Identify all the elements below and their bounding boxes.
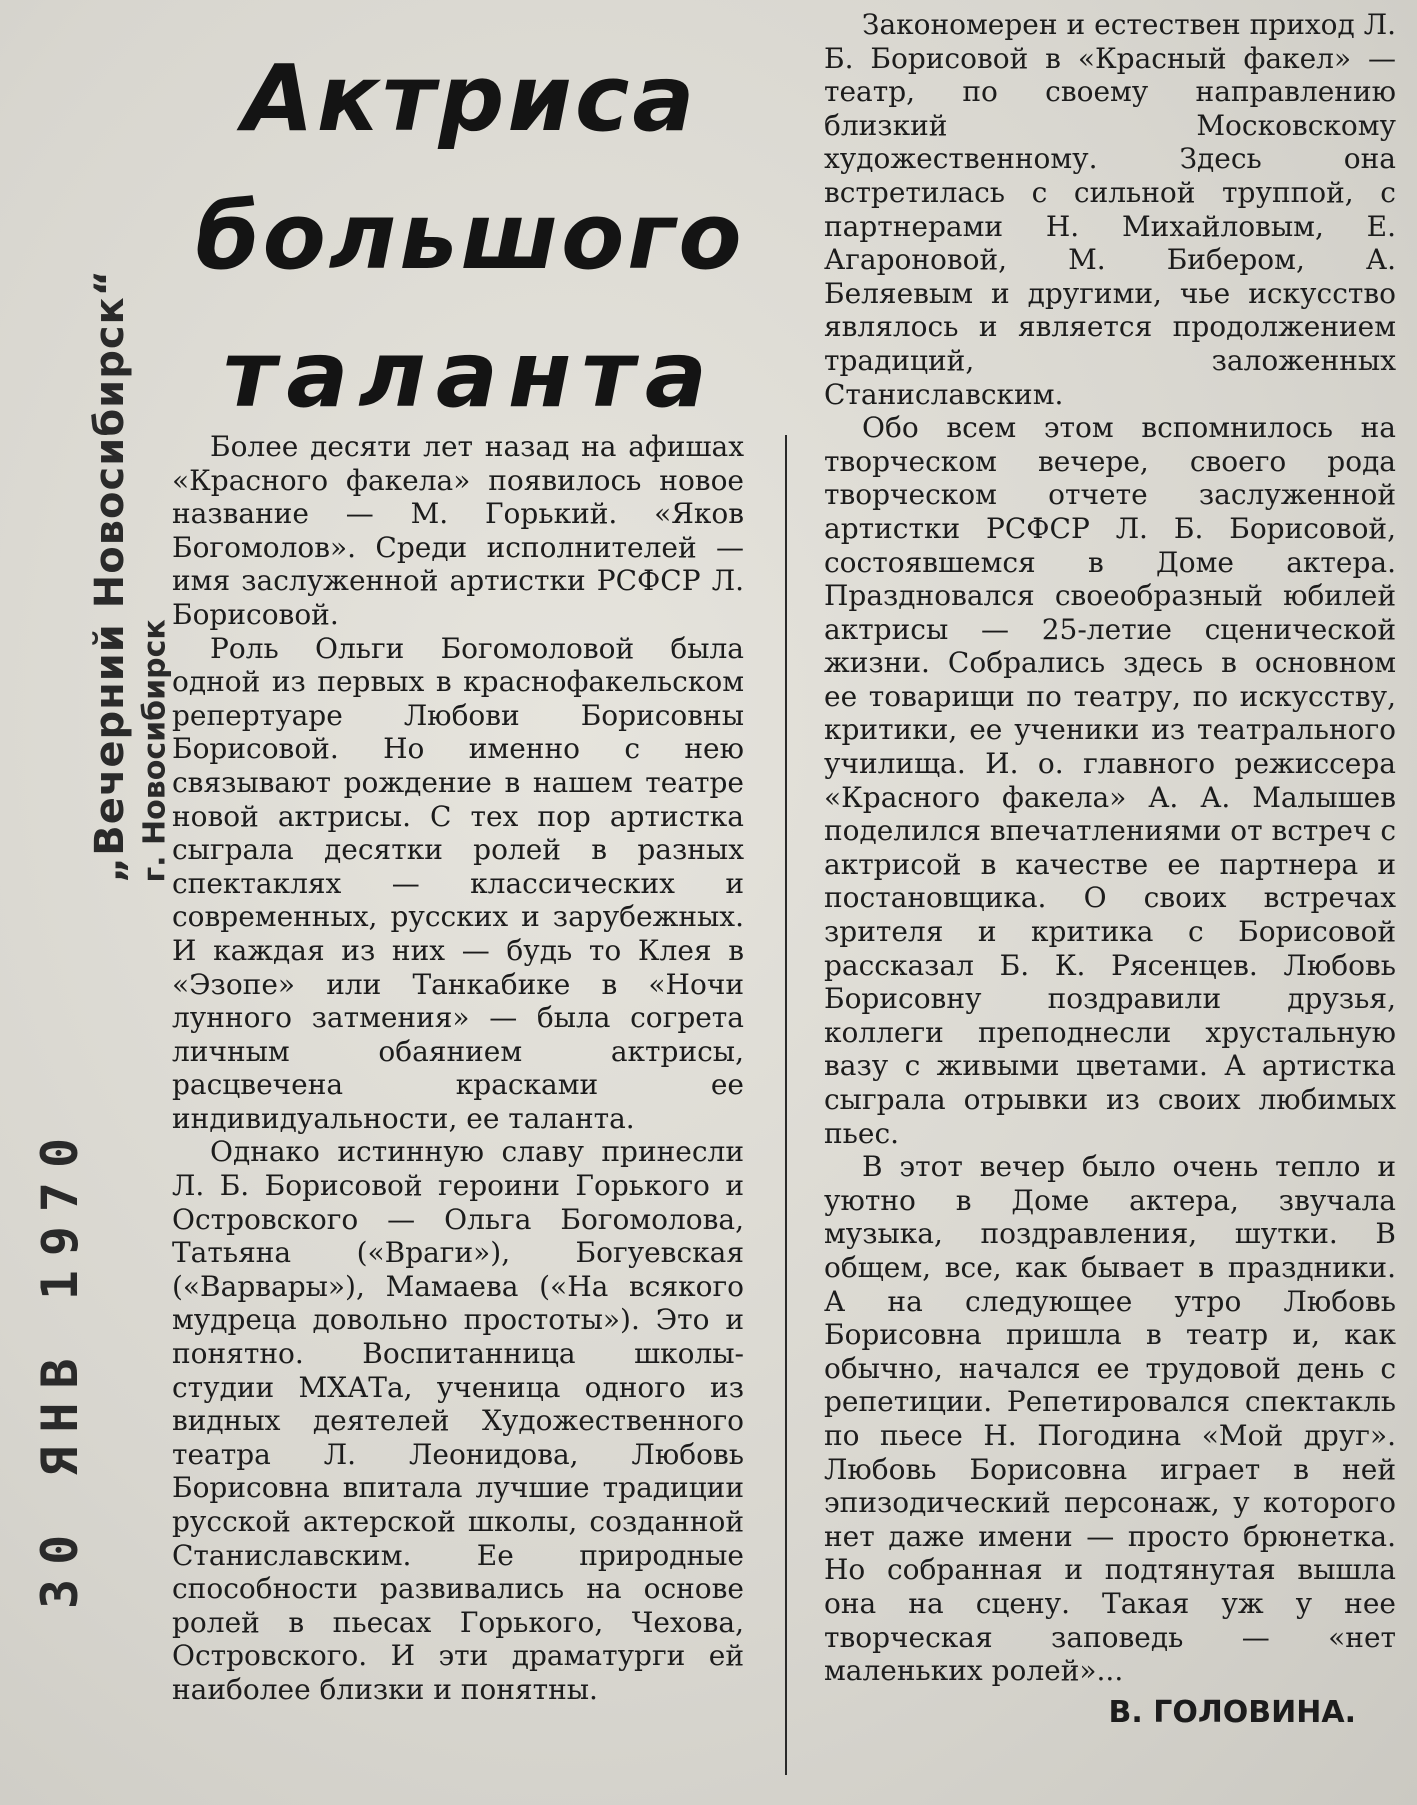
stamp-newspaper-name: „Вечерний Новосибирск“ (87, 269, 133, 883)
paragraph: Более десяти лет назад на афишах «Красного факела» появилось новое название — М. Горький. «Яков Богомолов». Среди исполнителей — имя заслуженной артистки РСФСР Л. Борисовой. (172, 430, 744, 631)
paragraph: В этот вечер было очень тепло и уютно в Доме актера, звучала музыка, поздравления, шутки. В общем, все, как бывает в праздники. А на следующее утро Любовь Борисовна пришла в театр и, как обычно, начался ее трудовой день с репетиции. Репетировался спектакль по пьесе Н. Погодина «Мой друг». Любовь Борисовна играет в ней эпизодический персонаж, у которого нет даже имени — просто брюнетка. Но собранная и подтянутая вышла она на сцену. Такая уж у нее творческая заповедь — «нет маленьких ролей»... (824, 1150, 1396, 1688)
article-right-column (824, 8, 1396, 1729)
paragraph: Закономерен и естествен приход Л. Б. Борисовой в «Красный факел» — театр, по своему направлению близкий Московскому художественному. Здесь она встретилась с сильной труппой, с партнерами Н. Михайловым, Е. Агароновой, М. Бибером, А. Беляевым и другими, чье искусство являлось и является продолжением традиций, заложенных Станиславским. (824, 8, 1396, 411)
paragraph: Роль Ольги Богомоловой была одной из первых в краснофакельском репертуаре Любови Борисовны Борисовой. Но именно с нею связывают рождение в нашем театре новой актрисы. С тех пор артистка сыграла десятки ролей в разных спектаклях — классических и современных, русских и зарубежных. И каждая из них — будь то Клея в «Эзопе» или Танкабике в «Ночи лунного затмения» — была согрета личным обаянием актрисы, расцвечена красками ее индивидуальности, ее таланта. (172, 631, 744, 1135)
article-headline (190, 30, 750, 444)
paragraph: Обо всем этом вспомнилось на творческом вечере, своего рода творческом отчете заслуженной артистки РСФСР Л. Б. Борисовой, состоявшемся в Доме актера. Праздновался своеобразный юбилей актрисы — 25-летие сценической жизни. Собрались здесь в основном ее товарищи по театру, по искусству, критики, ее ученики из театрального училища. И. о. главного режиссера «Красного факела» А. А. Малышев поделился впечатлениями от встреч с актрисой в качестве ее партнера и постановщика. О своих встречах зрителя и критика с Борисовой рассказал Б. К. Рясенцев. Любовь Борисовну поздравили друзья, коллеги преподнесли хрустальную вазу с живыми цветами. А артистка сыграла отрывки из своих любимых пьес. (824, 411, 1396, 1150)
stamp-date: 30 ЯНВ 1970 (31, 1123, 89, 1609)
headline-line-1: Актриса (242, 45, 698, 152)
article-left-column (172, 430, 744, 1707)
headline-line-2: большого (195, 183, 745, 290)
headline-line-3: таланта (223, 321, 717, 428)
stamp-city: г. Новосибирск (137, 619, 173, 883)
paragraph: Однако истинную славу принесли Л. Б. Борисовой героини Горького и Островского — Ольга Богомолова, Татьяна («Враги»), Богуевская («Варвары»), Мамаева («На всякого мудреца довольно простоты»). Это и понятно. Воспитанница школы-студии МХАТа, ученица одного из видных деятелей Художественного театра Л. Леонидова, Любовь Борисовна впитала лучшие традиции русской актерской школы, созданной Станиславским. Ее природные способности развивались на основе ролей в пьесах Горького, Чехова, Островского. И эти драматурги ей наиболее близки и понятны. (172, 1135, 744, 1706)
column-divider (785, 435, 787, 1775)
author-signature: В. ГОЛОВИНА. (1108, 1694, 1356, 1730)
newspaper-source-stamp (40, 269, 180, 980)
